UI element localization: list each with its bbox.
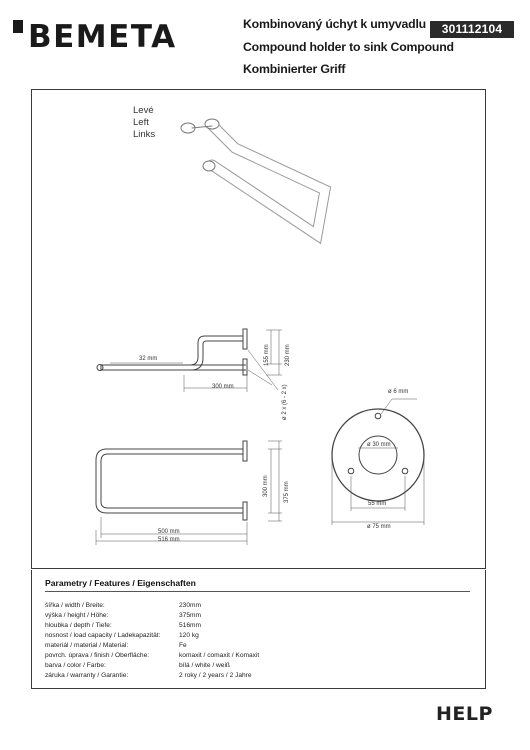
- parameters-heading: Parametry / Features / Eigenschaften: [45, 578, 196, 588]
- dim-hole-6: ø 6 mm: [388, 389, 409, 395]
- param-label: povrch. úprava / finish / Oberfläche:: [45, 652, 150, 659]
- holder-perspective-view: [181, 119, 325, 235]
- dim-32: 32 mm: [139, 356, 158, 362]
- holder-side-view: [97, 329, 247, 375]
- dim-500: 500 mm: [158, 529, 180, 535]
- dim-screw: ø 2 x (6 - 2 x): [282, 384, 288, 420]
- help-line-logo: HELP: [436, 703, 493, 725]
- dim-375: 375 mm: [284, 481, 290, 503]
- product-title-cz: Kombinovaný úchyt k umyvadlu: [243, 17, 426, 31]
- dim-300-horizontal: 300 mm: [212, 384, 234, 390]
- bemeta-logo-text: BEMETA: [28, 19, 177, 54]
- product-code-badge: 301112104: [430, 21, 514, 38]
- param-value: 516mm: [179, 622, 201, 629]
- side-label-cz: Levé: [133, 105, 154, 116]
- dim-230: 230 mm: [285, 344, 291, 366]
- product-title-en: Compound holder to sink Compound: [243, 40, 454, 54]
- param-label: šířka / width / Breite:: [45, 602, 105, 609]
- flange-plate: [332, 409, 424, 501]
- side-label-de: Links: [133, 129, 156, 140]
- param-value: komaxit / comaxit / Komaxit: [179, 652, 260, 659]
- param-label: záruka / warranty / Garantie:: [45, 672, 129, 679]
- dim-300-vertical: 300 mm: [263, 475, 269, 497]
- param-label: barva / color / Farbe:: [45, 662, 106, 669]
- side-label-en: Left: [133, 117, 149, 128]
- param-value: bílá / white / weiß: [179, 662, 230, 669]
- dim-155: 155 mm: [264, 344, 270, 366]
- product-title-de: Kombinierter Griff: [243, 62, 346, 76]
- param-value: Fe: [179, 642, 187, 649]
- param-value: 2 roky / 2 years / 2 Jahre: [179, 672, 252, 679]
- param-value: 375mm: [179, 612, 201, 619]
- dim-center-30: ø 30 mm: [367, 442, 391, 448]
- param-label: výška / height / Höhe:: [45, 612, 109, 619]
- front-view-dimensions: [96, 441, 282, 545]
- param-value: 120 kg: [179, 632, 199, 639]
- parameters-divider: [45, 591, 470, 592]
- side-view-dimensions: [110, 330, 282, 392]
- holder-front-view: [96, 441, 247, 520]
- dim-holes-55: 55 mm: [368, 501, 387, 507]
- param-value: 230mm: [179, 602, 201, 609]
- param-label: nosnost / load capacity / Ladekapazität:: [45, 632, 161, 639]
- param-label: materiál / material / Material:: [45, 642, 129, 649]
- param-label: hloubka / depth / Tiefe:: [45, 622, 112, 629]
- dim-plate-75: ø 75 mm: [367, 524, 391, 530]
- dim-516: 516 mm: [158, 537, 180, 543]
